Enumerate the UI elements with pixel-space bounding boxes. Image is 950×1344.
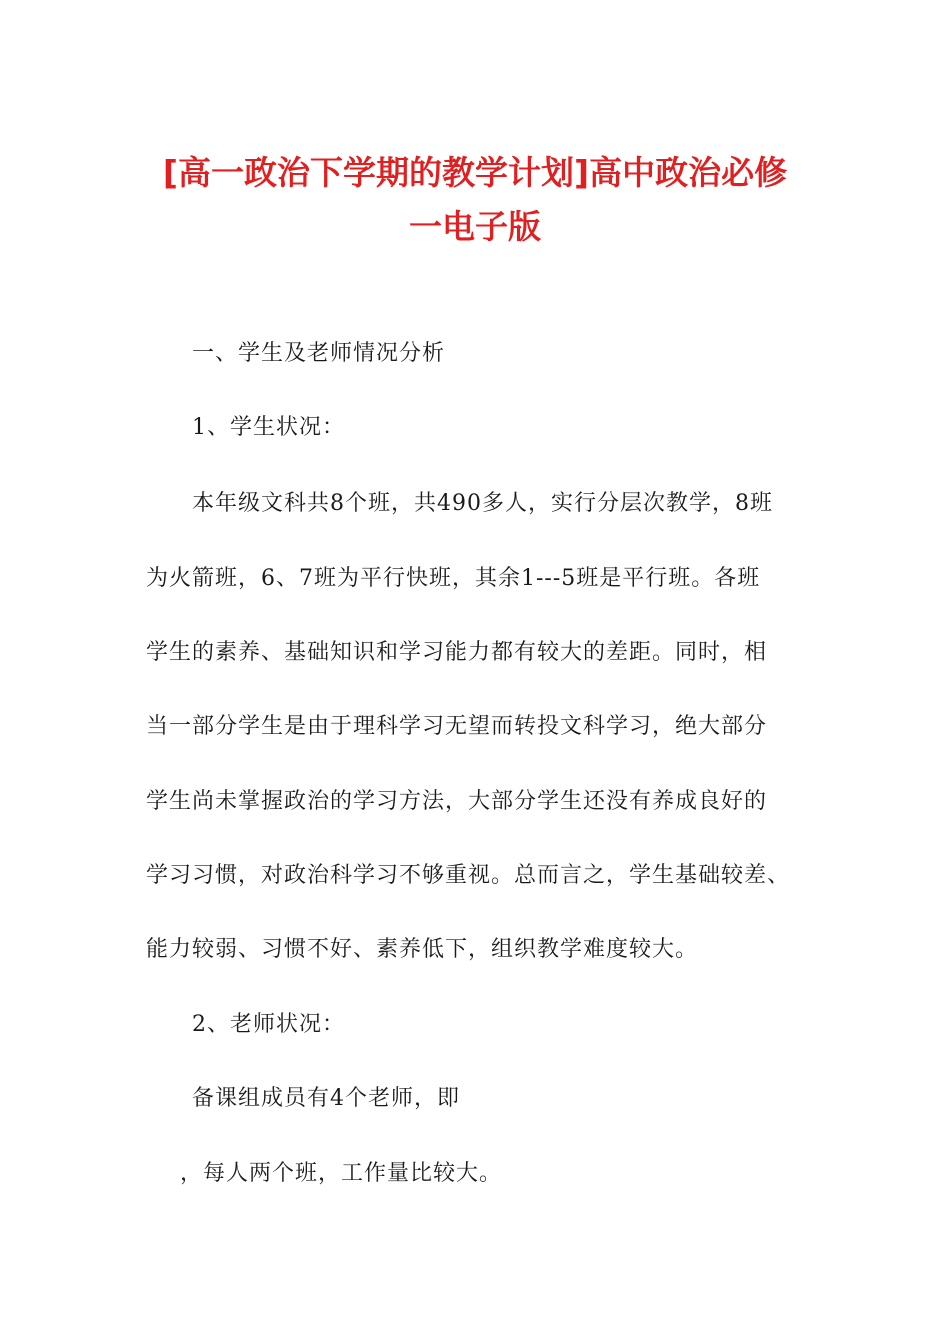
document-title [120,146,830,254]
paragraph1-line-3: 学生的素养、基础知识和学习能力都有较大的差距。同时，相 [146,640,768,665]
paragraph1-line-5: 学生尚未掌握政治的学习方法，大部分学生还没有养成良好的 [146,789,768,814]
subsection-heading-teachers: 2、老师状况： [192,1012,345,1037]
paragraph1-line-7: 能力较弱、习惯不好、素养低下，组织教学难度较大。 [146,937,699,962]
paragraph2-line-2: ，每人两个班，工作量比较大。 [180,1161,503,1186]
paragraph1-line-1: 本年级文科共8个班，共490多人，实行分层次教学，8班 [192,491,773,516]
title-line-1: [高一政治下学期的教学计划]高中政治必修 [162,153,788,192]
title-line-2: 一电子版 [409,207,541,246]
section-heading: 一、学生及老师情况分析 [192,341,446,366]
paragraph1-line-4: 当一部分学生是由于理科学习无望而转投文科学习，绝大部分 [146,714,768,739]
subsection-heading-students: 1、学生状况： [192,415,345,440]
paragraph1-line-2: 为火箭班，6、7班为平行快班，其余1---5班是平行班。各班 [146,566,761,591]
paragraph2-line-1: 备课组成员有4个老师，即 [192,1086,460,1111]
paragraph1-line-6: 学习习惯，对政治科学习不够重视。总而言之，学生基础较差、 [146,863,791,888]
